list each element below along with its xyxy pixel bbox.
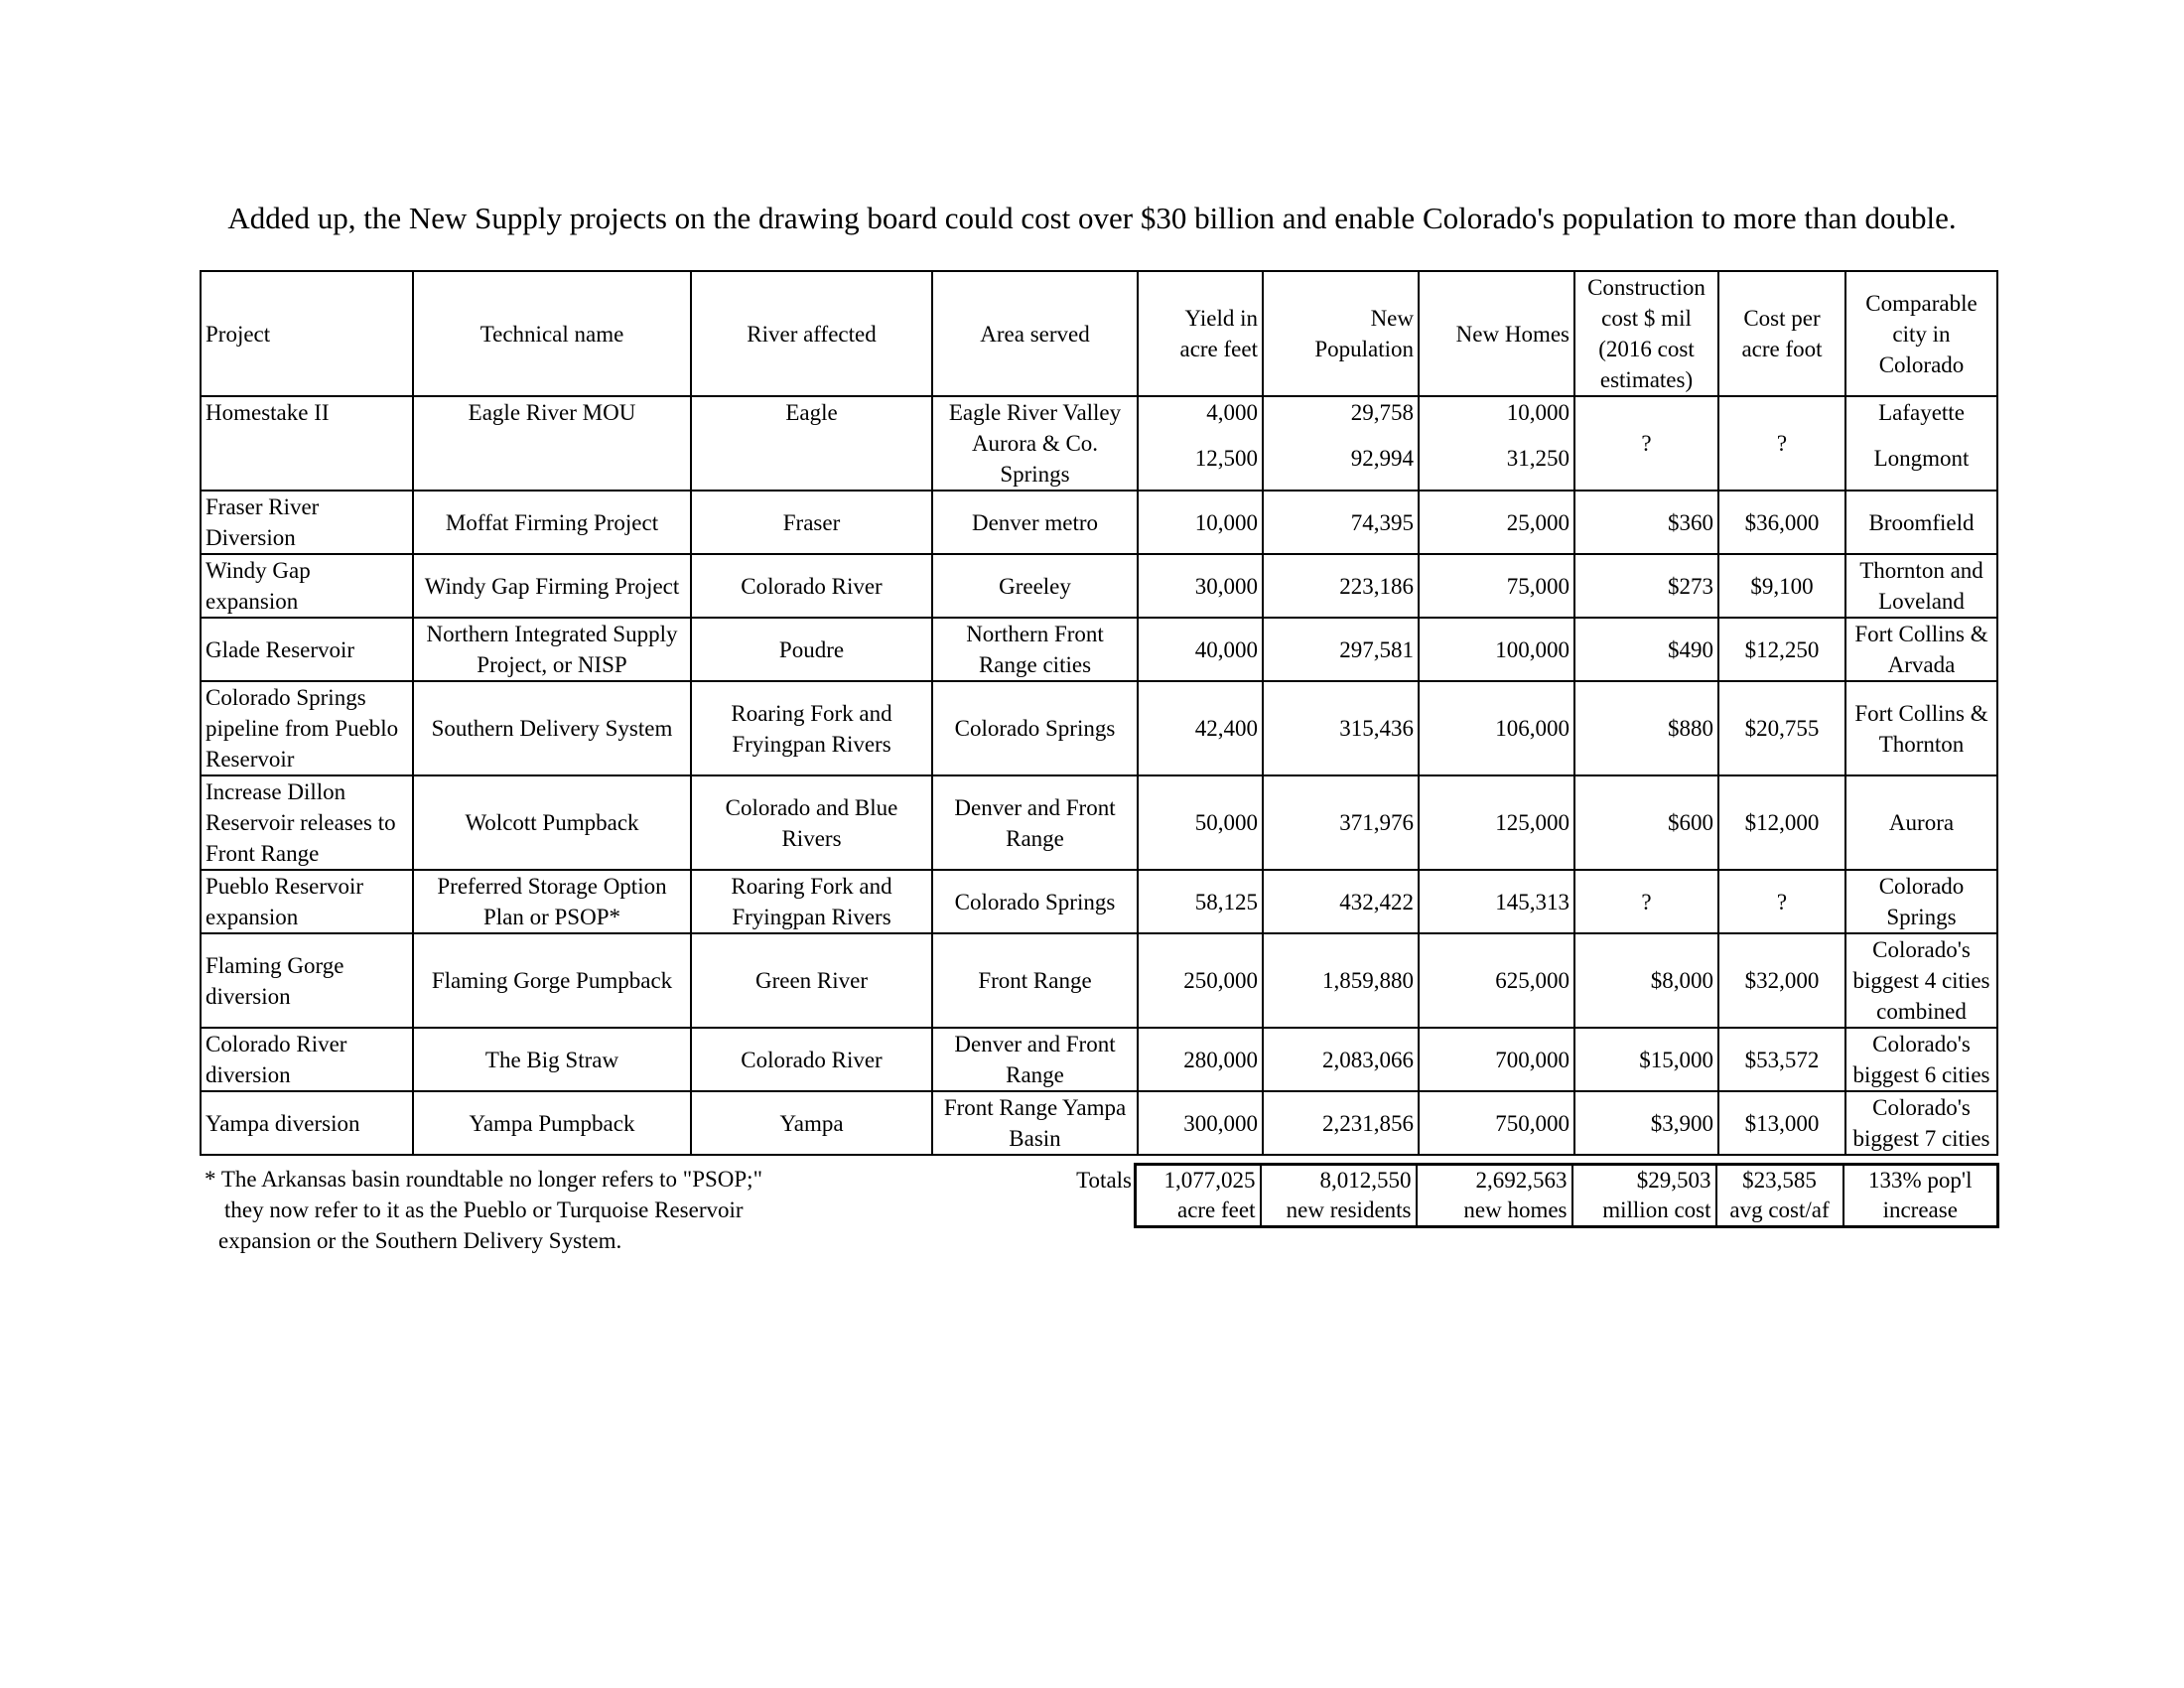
cell-homes: 750,000 xyxy=(1419,1091,1574,1155)
cell-homes: 125,000 xyxy=(1419,775,1574,870)
cell-population: 297,581 xyxy=(1263,618,1419,681)
cell-population: 223,186 xyxy=(1263,554,1419,618)
cell-river: Poudre xyxy=(691,618,932,681)
cell-comparable-city: Thornton and Loveland xyxy=(1845,554,1997,618)
cell-cost: ? xyxy=(1574,396,1718,491)
cell-population: 74,395 xyxy=(1263,491,1419,554)
cell-project: Colorado Springs pipeline from Pueblo Reservoir xyxy=(201,681,413,775)
total-unit: acre feet xyxy=(1176,1197,1256,1222)
total-homes xyxy=(1417,1165,1572,1227)
table-row xyxy=(201,491,1997,554)
cell-area: Front Range Yampa Basin xyxy=(932,1091,1138,1155)
cell-river: Yampa xyxy=(691,1091,932,1155)
cell-yield: 40,000 xyxy=(1138,618,1263,681)
cell-yield xyxy=(1138,396,1263,491)
cell-comparable-city xyxy=(1845,396,1997,491)
cell-project: Yampa diversion xyxy=(201,1091,413,1155)
total-value: $23,585 xyxy=(1742,1168,1817,1193)
cell-cost-per-acre-foot: ? xyxy=(1718,396,1845,491)
cell-area xyxy=(932,396,1138,491)
cell-homes: 145,313 xyxy=(1419,870,1574,933)
cell-yield: 58,125 xyxy=(1138,870,1263,933)
cell-comparable-city: Colorado Springs xyxy=(1845,870,1997,933)
header-technical-name: Technical name xyxy=(413,271,691,396)
cell-technical-name: Eagle River MOU xyxy=(413,396,691,491)
page-title: Added up, the New Supply projects on the drawing board could cost over $30 billion and enable Colorado's population to more than double. xyxy=(227,201,1957,235)
cell-project: Increase Dillon Reservoir releases to Front Range xyxy=(201,775,413,870)
header-cost-per-acre-foot: Cost per acre foot xyxy=(1718,271,1845,396)
cell-cost-per-acre-foot: $32,000 xyxy=(1718,933,1845,1028)
cell-project: Fraser River Diversion xyxy=(201,491,413,554)
cell-cost-per-acre-foot: ? xyxy=(1718,870,1845,933)
totals-label: Totals xyxy=(1076,1168,1132,1193)
cell-value: 29,758 xyxy=(1350,400,1414,425)
footnote-line: expansion or the Southern Delivery System. xyxy=(218,1228,622,1253)
cell-area: Colorado Springs xyxy=(932,681,1138,775)
header-project: Project xyxy=(201,271,413,396)
totals-row xyxy=(1136,1165,1998,1227)
header-new-population: New Population xyxy=(1263,271,1419,396)
cell-technical-name: Yampa Pumpback xyxy=(413,1091,691,1155)
cell-cost-per-acre-foot: $12,000 xyxy=(1718,775,1845,870)
total-unit: avg cost/af xyxy=(1729,1197,1830,1222)
table-row xyxy=(201,618,1997,681)
table-row xyxy=(201,396,1997,491)
footnote-line: * The Arkansas basin roundtable no longer refers to "PSOP;" xyxy=(205,1167,762,1192)
cell-river: Colorado River xyxy=(691,1028,932,1091)
cell-project: Pueblo Reservoir expansion xyxy=(201,870,413,933)
table-row xyxy=(201,933,1997,1028)
cell-cost: $3,900 xyxy=(1574,1091,1718,1155)
cell-cost: $490 xyxy=(1574,618,1718,681)
cell-cost: $273 xyxy=(1574,554,1718,618)
cell-value: 31,250 xyxy=(1506,446,1570,471)
total-value: $29,503 xyxy=(1636,1168,1711,1193)
total-cost-per-acre-foot xyxy=(1716,1165,1843,1227)
cell-comparable-city: Broomfield xyxy=(1845,491,1997,554)
cell-cost: $15,000 xyxy=(1574,1028,1718,1091)
cell-cost-per-acre-foot: $20,755 xyxy=(1718,681,1845,775)
cell-river: Eagle xyxy=(691,396,932,491)
total-cost xyxy=(1572,1165,1716,1227)
cell-comparable-city: Colorado's biggest 4 cities combined xyxy=(1845,933,1997,1028)
cell-value: 10,000 xyxy=(1506,400,1570,425)
cell-yield: 250,000 xyxy=(1138,933,1263,1028)
cell-area: Front Range xyxy=(932,933,1138,1028)
header-area-served: Area served xyxy=(932,271,1138,396)
total-value: 8,012,550 xyxy=(1319,1168,1412,1193)
cell-technical-name: Windy Gap Firming Project xyxy=(413,554,691,618)
cell-cost-per-acre-foot: $9,100 xyxy=(1718,554,1845,618)
cell-river: Roaring Fork and Fryingpan Rivers xyxy=(691,681,932,775)
cell-area-line: Aurora & Co. Springs xyxy=(971,431,1099,487)
cell-river: Colorado River xyxy=(691,554,932,618)
cell-comparable-city: Fort Collins & Arvada xyxy=(1845,618,1997,681)
total-population-increase xyxy=(1843,1165,1998,1227)
cell-homes: 700,000 xyxy=(1419,1028,1574,1091)
cell-population: 2,231,856 xyxy=(1263,1091,1419,1155)
cell-cost-per-acre-foot: $53,572 xyxy=(1718,1028,1845,1091)
cell-technical-name: Preferred Storage Option Plan or PSOP* xyxy=(413,870,691,933)
cell-homes: 106,000 xyxy=(1419,681,1574,775)
cell-technical-name: Moffat Firming Project xyxy=(413,491,691,554)
header-new-homes: New Homes xyxy=(1419,271,1574,396)
cell-yield: 10,000 xyxy=(1138,491,1263,554)
table-row xyxy=(201,554,1997,618)
cell-technical-name: Flaming Gorge Pumpback xyxy=(413,933,691,1028)
cell-area: Denver metro xyxy=(932,491,1138,554)
footnote-line: they now refer to it as the Pueblo or Turquoise Reservoir xyxy=(224,1197,744,1222)
cell-project: Windy Gap expansion xyxy=(201,554,413,618)
cell-value: Lafayette xyxy=(1878,400,1965,425)
cell-homes: 75,000 xyxy=(1419,554,1574,618)
cell-value: 12,500 xyxy=(1194,446,1258,471)
header-row xyxy=(201,271,1997,396)
cell-homes xyxy=(1419,396,1574,491)
cell-comparable-city: Colorado's biggest 6 cities xyxy=(1845,1028,1997,1091)
total-value: 2,692,563 xyxy=(1475,1168,1568,1193)
cell-area: Denver and Front Range xyxy=(932,1028,1138,1091)
header-construction-cost: Construction cost $ mil (2016 cost estimates) xyxy=(1574,271,1718,396)
cell-river: Colorado and Blue Rivers xyxy=(691,775,932,870)
total-population xyxy=(1261,1165,1417,1227)
cell-technical-name: Southern Delivery System xyxy=(413,681,691,775)
cell-cost-per-acre-foot: $36,000 xyxy=(1718,491,1845,554)
header-yield: Yield in acre feet xyxy=(1138,271,1263,396)
cell-population: 2,083,066 xyxy=(1263,1028,1419,1091)
cell-population: 371,976 xyxy=(1263,775,1419,870)
table-row xyxy=(201,681,1997,775)
cell-yield: 30,000 xyxy=(1138,554,1263,618)
header-river-affected: River affected xyxy=(691,271,932,396)
cell-project: Glade Reservoir xyxy=(201,618,413,681)
cell-population: 315,436 xyxy=(1263,681,1419,775)
cell-technical-name: The Big Straw xyxy=(413,1028,691,1091)
cell-population: 432,422 xyxy=(1263,870,1419,933)
cell-cost: $8,000 xyxy=(1574,933,1718,1028)
table-row xyxy=(201,1091,1997,1155)
cell-value: Longmont xyxy=(1873,446,1970,471)
cell-yield: 300,000 xyxy=(1138,1091,1263,1155)
totals-table xyxy=(1134,1163,1999,1228)
table-row xyxy=(201,775,1997,870)
cell-comparable-city: Aurora xyxy=(1845,775,1997,870)
cell-cost: $600 xyxy=(1574,775,1718,870)
cell-project: Flaming Gorge diversion xyxy=(201,933,413,1028)
total-yield xyxy=(1136,1165,1261,1227)
cell-homes: 25,000 xyxy=(1419,491,1574,554)
cell-river: Green River xyxy=(691,933,932,1028)
header-comparable-city: Comparable city in Colorado xyxy=(1845,271,1997,396)
cell-cost: $880 xyxy=(1574,681,1718,775)
cell-river: Fraser xyxy=(691,491,932,554)
table-row xyxy=(201,1028,1997,1091)
cell-comparable-city: Fort Collins & Thornton xyxy=(1845,681,1997,775)
cell-project: Homestake II xyxy=(201,396,413,491)
cell-cost-per-acre-foot: $12,250 xyxy=(1718,618,1845,681)
projects-table xyxy=(200,270,1998,1156)
cell-technical-name: Wolcott Pumpback xyxy=(413,775,691,870)
cell-technical-name: Northern Integrated Supply Project, or NISP xyxy=(413,618,691,681)
total-unit: increase xyxy=(1882,1197,1958,1222)
footnote xyxy=(205,1164,820,1256)
cell-value: 92,994 xyxy=(1350,446,1414,471)
cell-area: Greeley xyxy=(932,554,1138,618)
cell-homes: 100,000 xyxy=(1419,618,1574,681)
table-row xyxy=(201,870,1997,933)
cell-yield: 42,400 xyxy=(1138,681,1263,775)
total-unit: new homes xyxy=(1463,1197,1568,1222)
cell-yield: 280,000 xyxy=(1138,1028,1263,1091)
cell-cost: $360 xyxy=(1574,491,1718,554)
cell-yield: 50,000 xyxy=(1138,775,1263,870)
cell-cost-per-acre-foot: $13,000 xyxy=(1718,1091,1845,1155)
cell-population: 1,859,880 xyxy=(1263,933,1419,1028)
total-unit: new residents xyxy=(1286,1197,1412,1222)
cell-population xyxy=(1263,396,1419,491)
cell-area-line: Eagle River Valley xyxy=(948,400,1122,425)
cell-area: Northern Front Range cities xyxy=(932,618,1138,681)
total-value: 1,077,025 xyxy=(1163,1168,1256,1193)
total-unit: million cost xyxy=(1602,1197,1711,1222)
cell-project: Colorado River diversion xyxy=(201,1028,413,1091)
cell-area: Colorado Springs xyxy=(932,870,1138,933)
cell-homes: 625,000 xyxy=(1419,933,1574,1028)
cell-area: Denver and Front Range xyxy=(932,775,1138,870)
total-value: 133% pop'l xyxy=(1868,1168,1973,1193)
cell-cost: ? xyxy=(1574,870,1718,933)
cell-river: Roaring Fork and Fryingpan Rivers xyxy=(691,870,932,933)
cell-comparable-city: Colorado's biggest 7 cities xyxy=(1845,1091,1997,1155)
cell-value: 4,000 xyxy=(1206,400,1258,425)
